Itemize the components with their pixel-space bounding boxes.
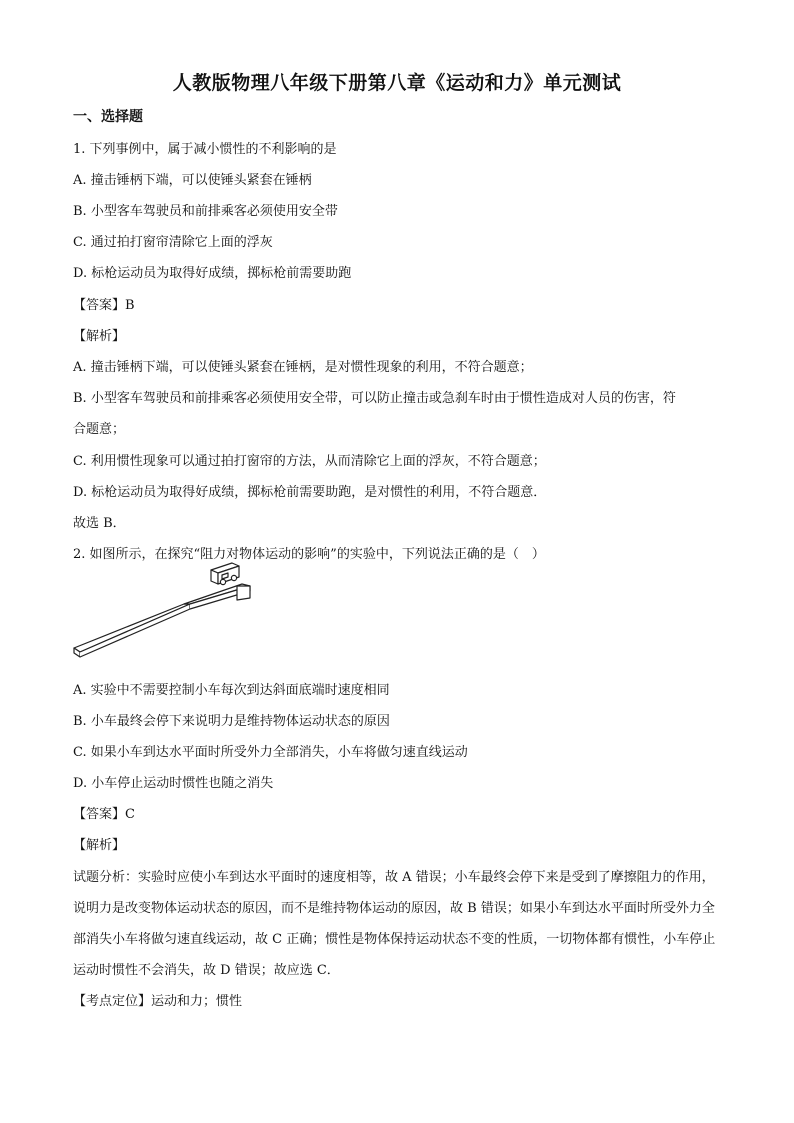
question-1-option-c: C. 通过拍打窗帘清除它上面的浮灰 (73, 235, 273, 250)
question-1-analysis-line: B. 小型客车驾驶员和前排乘客必须使用安全带，可以防止撞击或急刹车时由于惯性造成对人员的伤害，符 (73, 391, 676, 406)
question-1-option-b: B. 小型客车驾驶员和前排乘客必须使用安全带 (73, 204, 338, 219)
question-2-option-b: B. 小车最终会停下来说明力是维持物体运动状态的原因 (73, 714, 390, 729)
question-1-option-d: D. 标枪运动员为取得好成绩，掷标枪前需要助跑 (73, 266, 352, 281)
question-1-conclusion: 故选 B． (73, 516, 126, 531)
question-1-option-a: A. 撞击锤柄下端，可以使锤头紧套在锤柄 (73, 173, 312, 188)
question-2-answer: 【答案】C (73, 807, 135, 822)
question-2-analysis-text: 试题分析：实验时应使小车到达水平面时的速度相等，故 A 错误；小车最终会停下来是受到了摩擦阻力的作用，说明力是改变物体运动状态的原因，而不是维持物体运动的原因，故 B 错误；如果小车到达水平面时所受外力全部消失小车将做匀速直线运动，故 C 正确；惯性是物体保持运动状态不变的性质，一切物体都有惯性，小车停止运动时惯性不会消失，故 D 错误；故应选 C． (73, 870, 716, 978)
question-1-analysis-line: D. 标枪运动员为取得好成绩，掷标枪前需要助跑，是对惯性的利用，不符合题意． (73, 485, 547, 500)
question-1-analysis-line: A. 撞击锤柄下端，可以使锤头紧套在锤柄，是对惯性现象的利用，不符合题意； (73, 360, 533, 375)
question-1-analysis-line: 合题意； (73, 422, 126, 437)
question-2-option-a: A. 实验中不需要控制小车每次到达斜面底端时速度相同 (73, 683, 390, 698)
question-2-stem: 2. 如图所示，在探究“阻力对物体运动的影响”的实验中，下列说法正确的是（ ） (73, 547, 545, 562)
question-1-analysis-label: 【解析】 (73, 329, 126, 344)
question-2-option-c: C. 如果小车到达水平面时所受外力全部消失，小车将做匀速直线运动 (73, 745, 468, 760)
question-1-answer: 【答案】B (73, 298, 135, 313)
page-title: 人教版物理八年级下册第八章《运动和力》单元测试 (172, 72, 622, 94)
section-heading: 一、选择题 (73, 109, 143, 125)
incline-experiment-figure (72, 556, 254, 668)
question-1-stem: 1. 下列事例中，属于减小惯性的不利影响的是 (73, 142, 337, 157)
question-1-analysis-line: C. 利用惯性现象可以通过拍打窗帘的方法，从而清除它上面的浮灰，不符合题意； (73, 454, 546, 469)
question-2-option-d: D. 小车停止运动时惯性也随之消失 (73, 776, 274, 791)
question-2-analysis-label: 【解析】 (73, 838, 126, 853)
question-2-kaodian: 【考点定位】运动和力；惯性 (73, 994, 243, 1009)
